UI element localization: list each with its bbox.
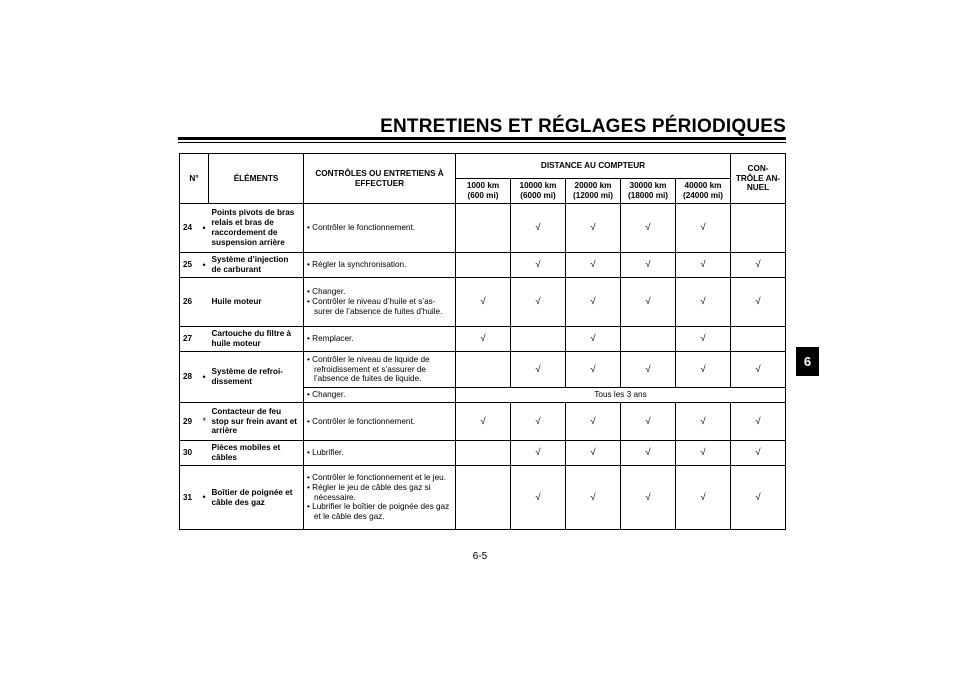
title-rule-thin bbox=[178, 142, 786, 143]
table-row bbox=[180, 278, 786, 327]
table-row bbox=[180, 466, 786, 530]
row-number: 27 bbox=[180, 327, 200, 352]
check-cell: √ bbox=[676, 441, 731, 466]
check-cell bbox=[511, 327, 566, 352]
row-marker: • bbox=[200, 466, 209, 530]
check-cell: √ bbox=[511, 352, 566, 388]
row-number: 24 bbox=[180, 204, 200, 253]
row-marker: • bbox=[200, 352, 209, 403]
check-cell: √ bbox=[621, 352, 676, 388]
title-rule bbox=[178, 137, 786, 140]
row-operations: • Lubrifier. bbox=[304, 441, 456, 466]
check-cell: √ bbox=[676, 466, 731, 530]
row-operations: • Contrôler le niveau de liquide de refroidissement et s’assurer de l’absence de fuites de liquide. bbox=[304, 352, 456, 388]
check-cell: √ bbox=[731, 253, 786, 278]
check-cell: √ bbox=[621, 466, 676, 530]
header-controls: CONTRÔLES OU ENTRETIENS À EFFECTUER bbox=[304, 154, 456, 204]
check-cell: √ bbox=[731, 441, 786, 466]
row-element: Système d’injection de carburant bbox=[209, 253, 304, 278]
row-element: Huile moteur bbox=[209, 278, 304, 327]
check-cell: √ bbox=[621, 204, 676, 253]
check-cell bbox=[731, 204, 786, 253]
row-marker bbox=[200, 278, 209, 327]
chapter-tab: 6 bbox=[796, 347, 819, 376]
check-cell: √ bbox=[621, 441, 676, 466]
header-annual: CON-TRÔLE AN-NUEL bbox=[731, 154, 786, 204]
row-number: 31 bbox=[180, 466, 200, 530]
check-cell: √ bbox=[456, 278, 511, 327]
check-cell: √ bbox=[731, 352, 786, 388]
row-element: Contacteur de feu stop sur frein avant et arrière bbox=[209, 403, 304, 441]
check-cell: √ bbox=[621, 278, 676, 327]
check-cell: √ bbox=[511, 403, 566, 441]
row-marker bbox=[200, 441, 209, 466]
check-cell: √ bbox=[566, 352, 621, 388]
header-distance-2: 10000 km (6000 mi) bbox=[511, 179, 566, 204]
row-marker: • bbox=[200, 253, 209, 278]
table-row bbox=[180, 352, 786, 388]
header-elements: ÉLÉMENTS bbox=[209, 154, 304, 204]
check-cell: √ bbox=[566, 441, 621, 466]
row-number: 29 bbox=[180, 403, 200, 441]
check-cell: √ bbox=[621, 403, 676, 441]
row-number: 26 bbox=[180, 278, 200, 327]
check-cell: √ bbox=[676, 327, 731, 352]
row-element: Points pivots de bras relais et bras de raccordement de suspension arrière bbox=[209, 204, 304, 253]
table-row bbox=[180, 204, 786, 253]
check-cell bbox=[456, 466, 511, 530]
check-cell: √ bbox=[511, 278, 566, 327]
table-row bbox=[180, 403, 786, 441]
row-operations: • Contrôler le fonctionnement et le jeu. • Régler le jeu de câble des gaz si nécessaire. • Lubrifier le boîtier de poignée des gaz et le câble des gaz. bbox=[304, 466, 456, 530]
check-cell bbox=[731, 327, 786, 352]
row-number: 30 bbox=[180, 441, 200, 466]
header-distance-3: 20000 km (12000 mi) bbox=[566, 179, 621, 204]
check-cell: √ bbox=[566, 204, 621, 253]
check-cell: √ bbox=[676, 253, 731, 278]
maintenance-table bbox=[179, 153, 786, 530]
check-cell bbox=[621, 327, 676, 352]
check-cell: √ bbox=[731, 278, 786, 327]
row-number: 25 bbox=[180, 253, 200, 278]
check-cell bbox=[456, 352, 511, 388]
row-operations: • Contrôler le fonctionnement. bbox=[304, 403, 456, 441]
check-cell: √ bbox=[511, 204, 566, 253]
interval-note: Tous les 3 ans bbox=[456, 388, 786, 403]
check-cell: √ bbox=[456, 403, 511, 441]
check-cell bbox=[456, 253, 511, 278]
check-cell: √ bbox=[676, 278, 731, 327]
check-cell: √ bbox=[731, 466, 786, 530]
check-cell: √ bbox=[566, 403, 621, 441]
header-distance: DISTANCE AU COMPTEUR bbox=[456, 154, 731, 179]
check-cell: √ bbox=[676, 352, 731, 388]
page-title: ENTRETIENS ET RÉGLAGES PÉRIODIQUES bbox=[380, 116, 786, 137]
table-row bbox=[180, 327, 786, 352]
check-cell: √ bbox=[511, 253, 566, 278]
row-operations: • Changer. bbox=[304, 388, 456, 403]
row-element: Pièces mobiles et câbles bbox=[209, 441, 304, 466]
check-cell: √ bbox=[566, 253, 621, 278]
header-distance-1: 1000 km (600 mi) bbox=[456, 179, 511, 204]
check-cell: √ bbox=[511, 441, 566, 466]
header-distance-4: 30000 km (18000 mi) bbox=[621, 179, 676, 204]
row-marker: * bbox=[200, 403, 209, 441]
check-cell: √ bbox=[456, 327, 511, 352]
check-cell: √ bbox=[676, 204, 731, 253]
row-element: Système de refroi-dissement bbox=[209, 352, 304, 403]
row-operations: • Contrôler le fonctionnement. bbox=[304, 204, 456, 253]
row-marker bbox=[200, 327, 209, 352]
check-cell: √ bbox=[676, 403, 731, 441]
row-operations: • Changer. • Contrôler le niveau d’huile et s’as-surer de l’absence de fuites d’huile. bbox=[304, 278, 456, 327]
check-cell: √ bbox=[566, 278, 621, 327]
row-number: 28 bbox=[180, 352, 200, 403]
header-distance-5: 40000 km (24000 mi) bbox=[676, 179, 731, 204]
check-cell bbox=[456, 441, 511, 466]
check-cell: √ bbox=[511, 466, 566, 530]
row-marker: • bbox=[200, 204, 209, 253]
check-cell bbox=[456, 204, 511, 253]
row-operations: • Remplacer. bbox=[304, 327, 456, 352]
check-cell: √ bbox=[621, 253, 676, 278]
table-row bbox=[180, 441, 786, 466]
page-number: 6-5 bbox=[472, 551, 488, 562]
row-element: Boîtier de poignée et câble des gaz bbox=[209, 466, 304, 530]
row-operations: • Régler la synchronisation. bbox=[304, 253, 456, 278]
table-row bbox=[180, 253, 786, 278]
header-num: N° bbox=[180, 154, 209, 204]
check-cell: √ bbox=[566, 327, 621, 352]
check-cell: √ bbox=[566, 466, 621, 530]
check-cell: √ bbox=[731, 403, 786, 441]
row-element: Cartouche du filtre à huile moteur bbox=[209, 327, 304, 352]
